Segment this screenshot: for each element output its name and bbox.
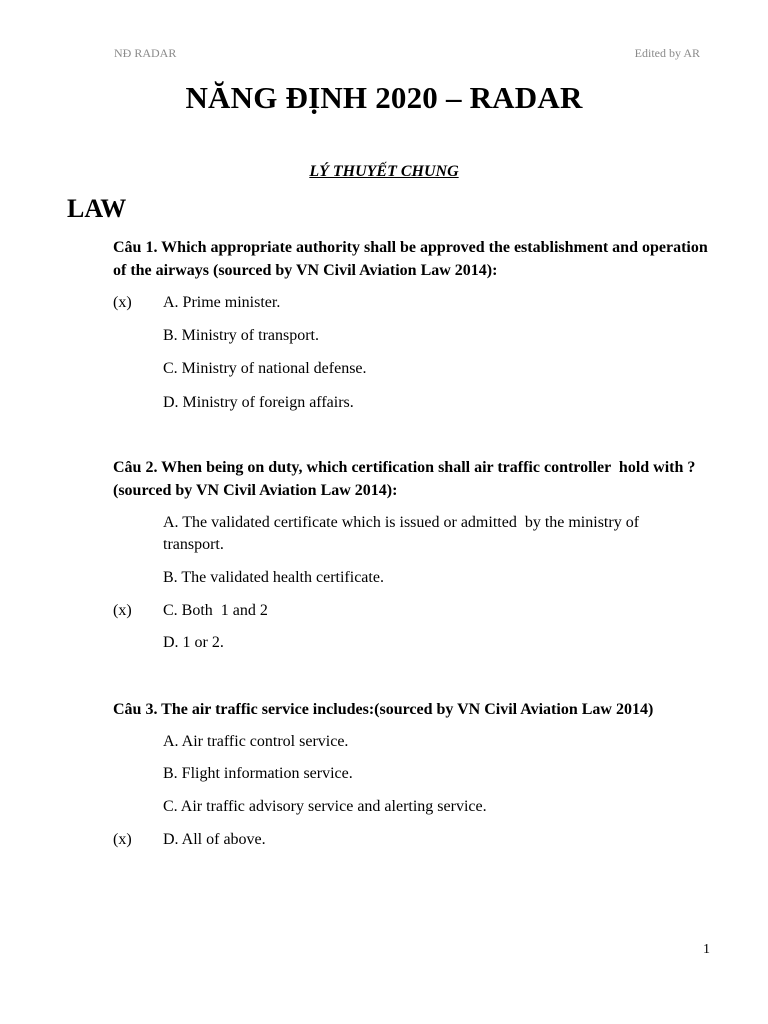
- question-1: Câu 1. Which appropriate authority shall be approved the establishment and operation of the airways (sourced by VN Civil Aviation Law 2014):: [113, 239, 712, 279]
- document-title: NĂNG ĐỊNH 2020 – RADAR: [185, 80, 583, 115]
- option-text: B. Ministry of transport.: [163, 327, 319, 344]
- document-subtitle: LÝ THUYẾT CHUNG: [309, 163, 459, 180]
- header-left: NĐ RADAR: [114, 46, 177, 60]
- section-heading: LAW: [67, 194, 127, 223]
- question-2: Câu 2. When being on duty, which certification shall air traffic controller hold with ? (sourced by VN Civil Aviation Law 2014):: [113, 459, 700, 499]
- option-text: A. The validated certificate which is issued or admitted by the ministry of transport.: [163, 514, 644, 553]
- option-text: D. All of above.: [163, 831, 266, 848]
- option-text: C. Air traffic advisory service and alerting service.: [163, 798, 487, 815]
- option-text: C. Ministry of national defense.: [163, 360, 367, 377]
- option-text: D. Ministry of foreign affairs.: [163, 394, 354, 411]
- header-right: Edited by AR: [634, 46, 700, 60]
- page-number: 1: [703, 942, 710, 957]
- answer-mark: (x): [113, 602, 132, 619]
- option-text: B. The validated health certificate.: [163, 569, 384, 586]
- answer-mark: (x): [113, 831, 132, 848]
- option-text: C. Both 1 and 2: [163, 602, 268, 619]
- option-text: D. 1 or 2.: [163, 634, 224, 651]
- option-text: A. Air traffic control service.: [163, 733, 349, 750]
- option-text: A. Prime minister.: [163, 294, 281, 311]
- question-3: Câu 3. The air traffic service includes:(sourced by VN Civil Aviation Law 2014): [113, 701, 654, 718]
- answer-mark: (x): [113, 294, 132, 311]
- option-text: B. Flight information service.: [163, 765, 353, 782]
